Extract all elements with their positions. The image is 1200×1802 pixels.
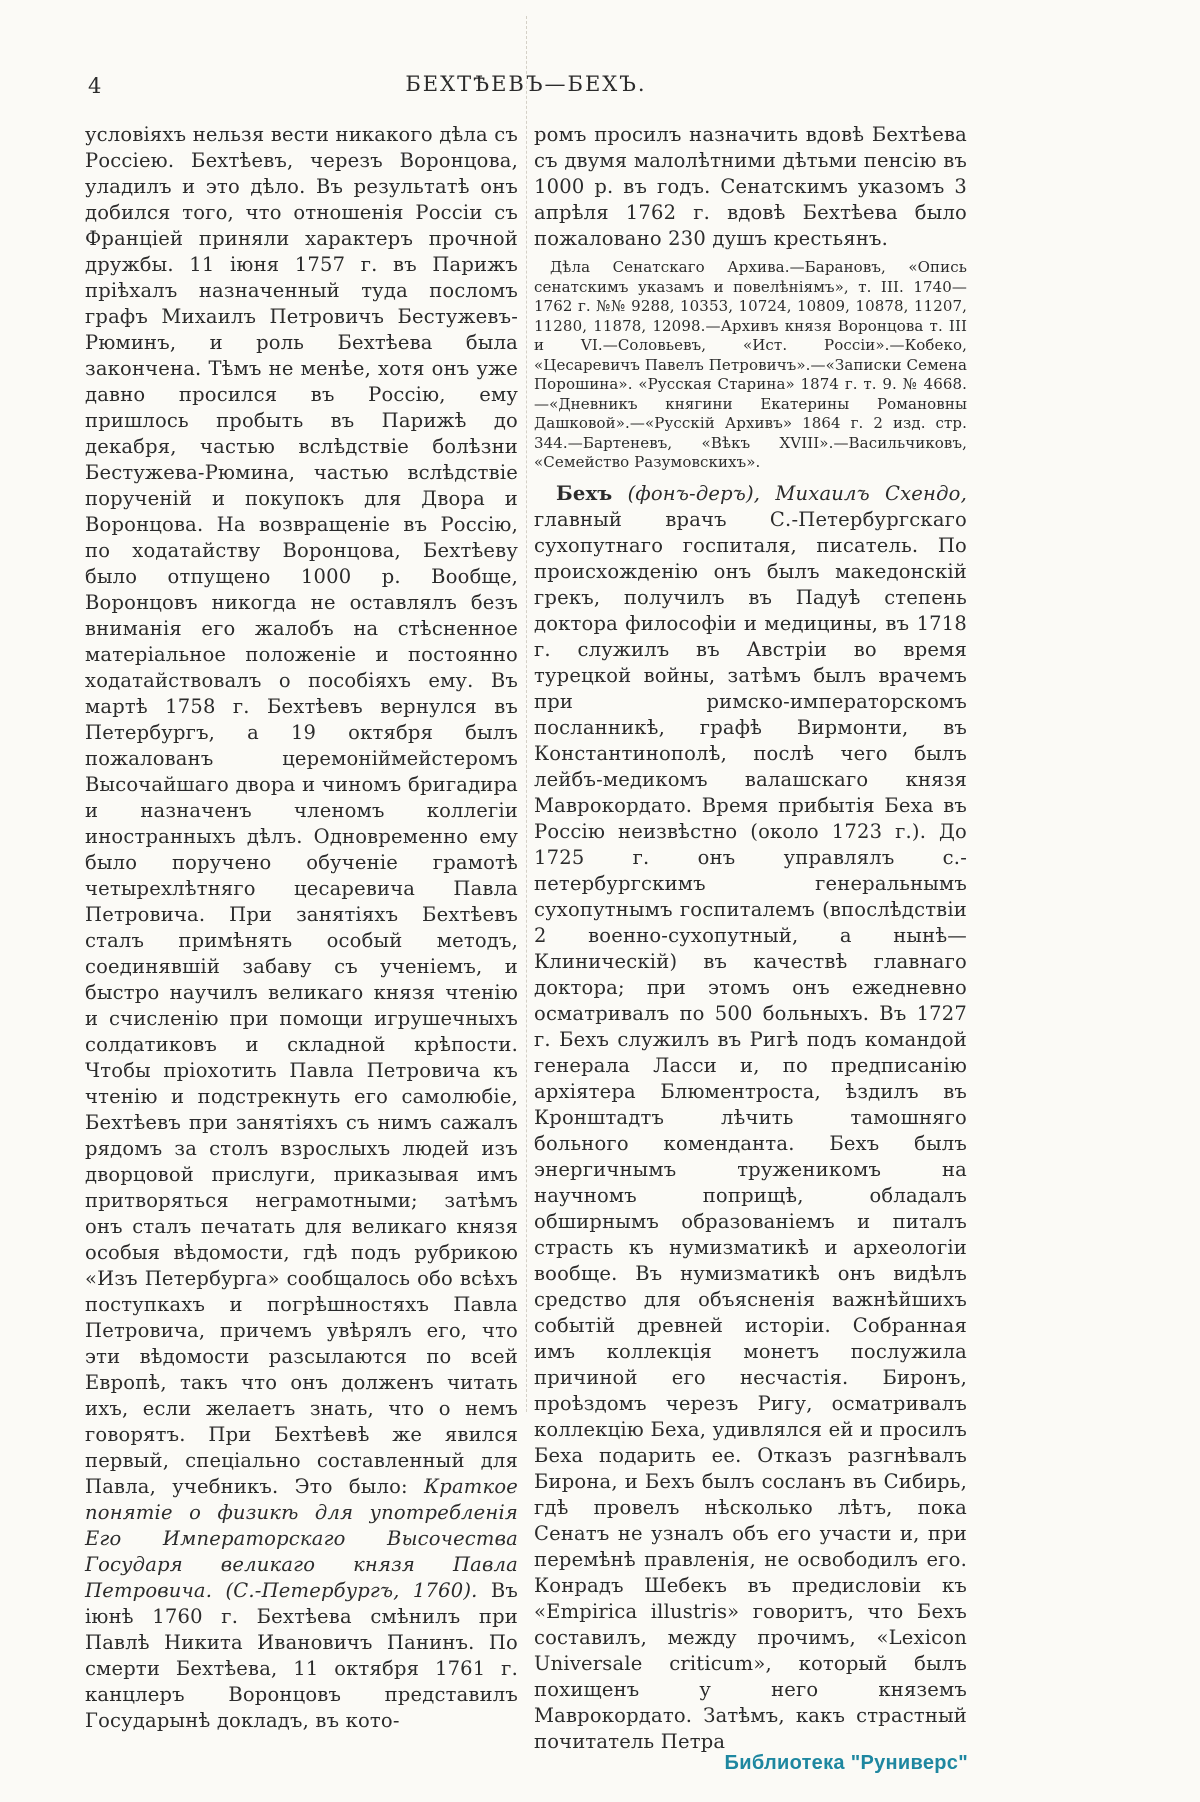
book-title: Краткое понятіе о физикѣ для употребленія Его Императорскаго Высочества Государя великаго князя Павла Петровича. (С.-Петербургъ, 1760). [85,1475,518,1602]
article-person-name: Михаилъ Схендо, [775,481,967,505]
library-watermark: Библиотека "Руниверс" [724,1752,968,1774]
article-term-note: (фонъ-деръ), [612,481,776,505]
right-column [534,122,967,1755]
column-divider [526,16,527,1412]
bibliography-block: Дѣла Сенатскаго Архива.—Барановъ, «Опись сенатскимъ указамъ и повелѣніямъ», т. III. 1740—1762 г. №№ 9288, 10353, 10724, 10809, 10878, 11207, 11280, 11878, 12098.—Архивъ князя Воронцова т. III и VI.—Соловьевъ, «Ист. Россіи».—Кобеко, «Цесаревичъ Павелъ Петровичъ».—«Записки Семена Порошина». «Русская Старина» 1874 г. т. 9. № 4668.—«Дневникъ княгини Екатерины Романовны Дашковой».—«Русскій Архивъ» 1864 г. 2 изд. стр. 344.—Бартеневъ, «Вѣкъ XVIII».—Васильчиковъ, «Семейство Разумовскихъ». [534,258,967,471]
left-column-paragraph [85,122,518,1734]
article-term: Бехъ [556,481,613,505]
article-bekh-paragraph [534,481,967,1755]
left-column [85,122,518,1755]
left-text-part1: условіяхъ нельзя вести никакого дѣла съ Россіею. Бехтѣевъ, черезъ Воронцова, уладилъ и это дѣло. Въ результатѣ онъ добился того, что отношенія Россіи съ Франціей приняли характеръ прочной дружбы. 11 іюня 1757 г. въ Парижъ пріѣхалъ назначенный туда посломъ графъ Михаилъ Петровичъ Бестужевъ-Рюминъ, и роль Бехтѣева была закончена. Тѣмъ не менѣе, хотя онъ уже давно просился въ Россію, ему пришлось пробыть въ Парижѣ до декабря, частью вслѣдствіе болѣзни Бестужева-Рюмина, частью вслѣдствіе порученій и покупокъ для Двора и Воронцова. На возвращеніе въ Россію, по ходатайству Воронцова, Бехтѣеву было отпущено 1000 р. Вообще, Воронцовъ никогда не оставлялъ безъ вниманія его жалобъ на стѣсненное матеріальное положеніе и постоянно ходатайствовалъ о пособіяхъ ему. Въ мартѣ 1758 г. Бехтѣевъ вернулся въ Петербургъ, а 19 октября былъ пожалованъ церемоніймейстеромъ Высочайшаго двора и чиномъ бригадира и назначенъ членомъ коллегіи иностранныхъ дѣлъ. Одновременно ему было поручено обученіе грамотѣ четырехлѣтняго цесаревича Павла Петровича. При занятіяхъ Бехтѣевъ сталъ примѣнять особый методъ, соединявшій забаву съ ученіемъ, и быстро научилъ великаго князя чтенію и счисленію при помощи игрушечныхъ солдатиковъ и складной крѣпости. Чтобы пріохотить Павла Петровича къ чтенію и подстрекнуть его самолюбіе, Бехтѣевъ при занятіяхъ съ нимъ сажалъ рядомъ за столъ взрослыхъ людей изъ дворцовой прислуги, приказывая имъ притворяться неграмотными; затѣмъ онъ сталъ печатать для великаго князя особыя вѣдомости, гдѣ подъ рубрикою «Изъ Петербурга» сообщалось обо всѣхъ поступкахъ и погрѣшностяхъ Павла Петровича, причемъ увѣрялъ его, что эти вѣдомости разсылаются по всей Европѣ, такъ что онъ долженъ читать ихъ, если желаетъ знать, что о немъ говорятъ. При Бехтѣевѣ же явился первый, спеціально составленный для Павла, учебникъ. Это было: [85,123,518,1498]
article-body-text: главный врачъ С.-Петербургскаго сухопутнаго госпиталя, писатель. По происхожденію онъ былъ македонскій грекъ, получилъ въ Падуѣ степень доктора философіи и медицины, въ 1718 г. служилъ въ Австріи во время турецкой войны, затѣмъ былъ врачемъ при римско-императорскомъ посланникѣ, графѣ Вирмонти, въ Константинополѣ, послѣ чего былъ лейбъ-медикомъ валашскаго князя Маврокордато. Время прибытія Беха въ Россію неизвѣстно (около 1723 г.). До 1725 г. онъ управлялъ с.-петербургскимъ генеральнымъ сухопутнымъ госпиталемъ (впослѣдствіи 2 военно-сухопутный, а нынѣ—Клиническій) въ качествѣ главнаго доктора; при этомъ онъ ежедневно осматривалъ по 500 больныхъ. Въ 1727 г. Бехъ служилъ въ Ригѣ подъ командой генерала Ласси и, по предписанію архіятера Блюментроста, ѣздилъ въ Кронштадтъ лѣчить тамошняго больного коменданта. Бехъ былъ энергичнымъ труженикомъ на научномъ поприщѣ, обладалъ обширнымъ образованіемъ и питалъ страсть къ нумизматикѣ и археологіи вообще. Въ нумизматикѣ онъ видѣлъ средство для объясненія важнѣйшихъ событій древней исторіи. Собранная имъ коллекція монетъ послужила причиной его несчастія. Биронъ, проѣздомъ черезъ Ригу, осматривалъ коллекцію Беха, удивлялся ей и просилъ Беха подарить ее. Отказъ разгнѣвалъ Бирона, и Бехъ былъ сосланъ въ Сибирь, гдѣ провелъ нѣсколько лѣтъ, пока Сенатъ не узналъ объ его участи и, при перемѣнѣ правленія, не освободилъ его. Конрадъ Шебекъ въ предисловіи къ «Empirica illustris» говоритъ, что Бехъ составилъ, между прочимъ, «Lexicon Universale criticum», который былъ похищенъ у него княземъ Маврокордато. Затѣмъ, какъ страстный почитатель Петра [534,507,967,1753]
running-title: БЕХТѢЕВЪ—БЕХЪ. [405,72,647,96]
page-number: 4 [88,74,102,98]
left-text-part2: Въ іюнѣ 1760 г. Бехтѣева смѣнилъ при Павлѣ Никита Ивановичъ Панинъ. По смерти Бехтѣева, 11 октября 1761 г. канцлеръ Воронцовъ представилъ Государынѣ докладъ, въ кото- [85,1579,518,1732]
article-continuation-paragraph: ромъ просилъ назначить вдовѣ Бехтѣева съ двумя малолѣтними дѣтьми пенсію въ 1000 р. въ годъ. Сенатскимъ указомъ 3 апрѣля 1762 г. вдовѣ Бехтѣева было пожаловано 230 душъ крестьянъ. [534,123,967,250]
